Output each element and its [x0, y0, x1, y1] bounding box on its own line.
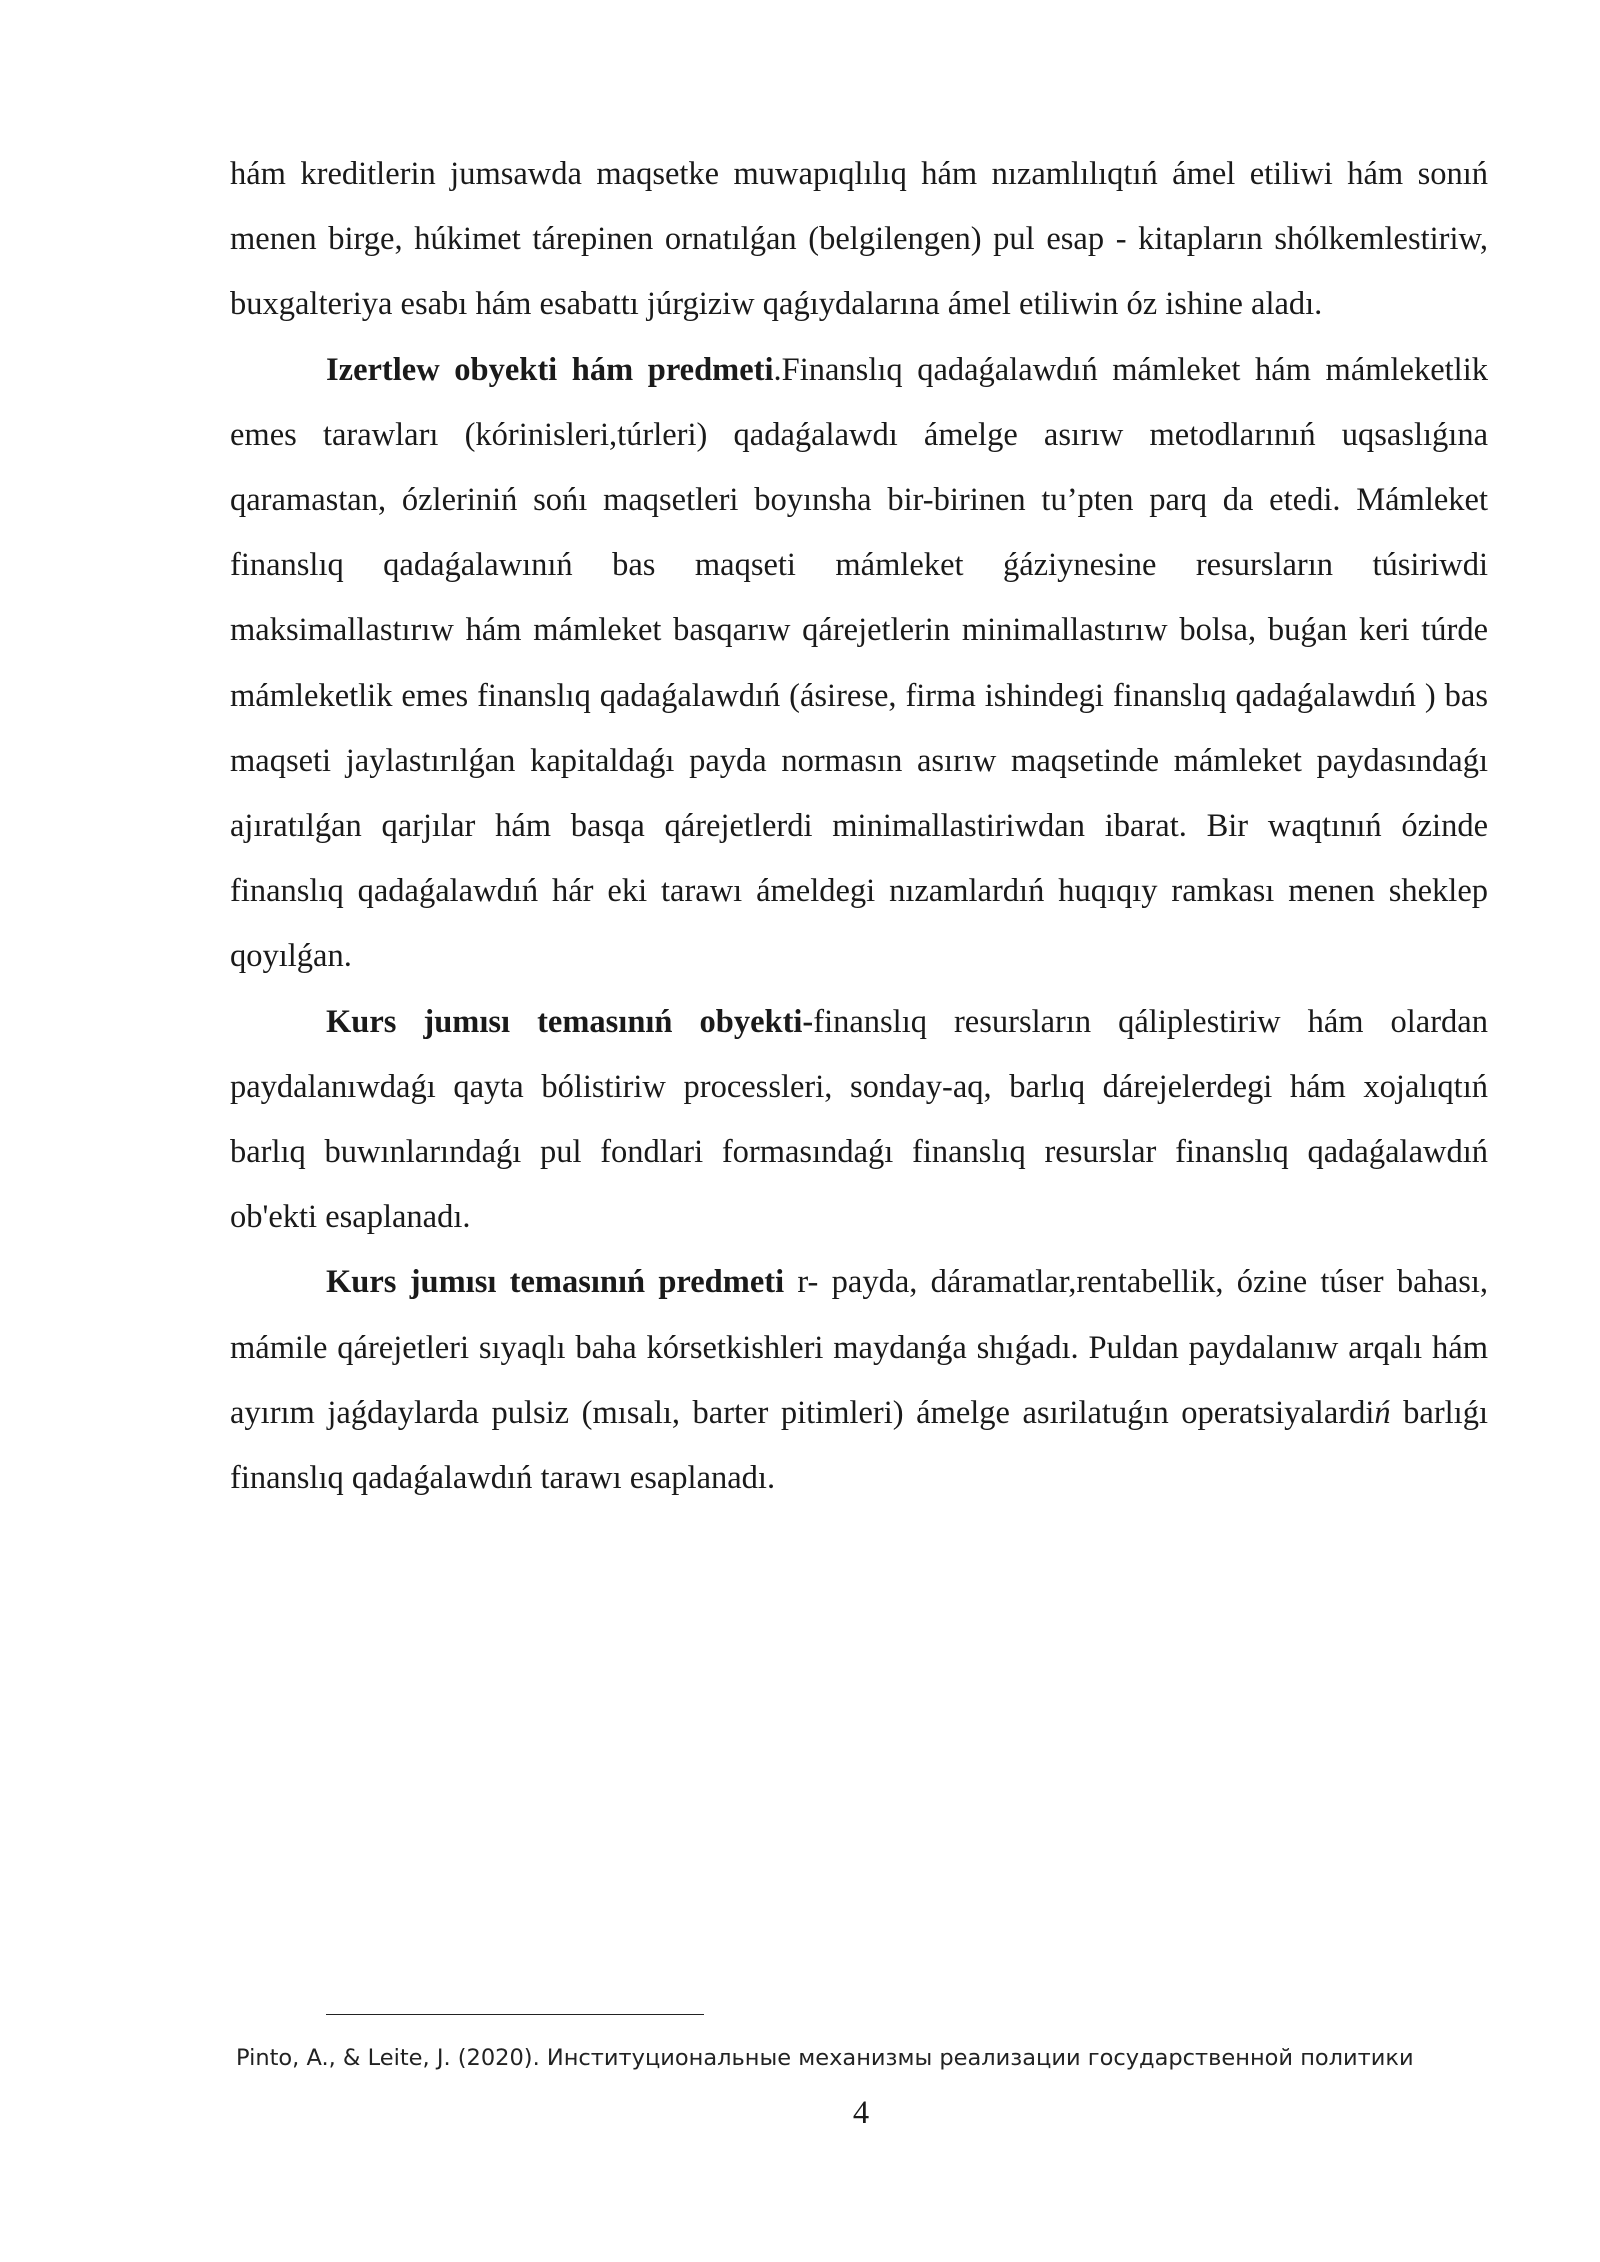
footnote-separator	[326, 2014, 704, 2015]
paragraph-course-subject-italic: ń	[1374, 1394, 1391, 1431]
heading-research-object: Izertlew obyekti hám predmeti	[326, 351, 774, 388]
paragraph-course-object-text: finanslıq resursların qáliplestiriw hám olardan paydalanıwdaǵı qayta bólistiriw processleri, sonday-aq, barlıq dárejelerdegi hám xojalıqtıń barlıq buwınlarındaǵı pul fondlari formasındaǵı finanslıq resurslar finanslıq qadaǵalawdıń ob'ekti esaplanadı.	[230, 1003, 1488, 1236]
paragraph-research-object	[230, 338, 1488, 990]
heading-course-subject: Kurs jumısı temasınıń predmeti	[326, 1264, 785, 1301]
paragraph-course-subject	[230, 1250, 1488, 1511]
paragraph-intro	[230, 142, 1488, 338]
paragraph-course-subject-text-2: barlıǵı finanslıq qadaǵalawdıń tarawı esaplanadı.	[230, 1394, 1488, 1497]
page-number: 4	[852, 2095, 870, 2131]
page-body	[230, 142, 1488, 1511]
heading-course-object: Kurs jumısı temasınıń obyekti-	[326, 1003, 814, 1040]
paragraph-course-object	[230, 990, 1488, 1251]
paragraph-research-object-text: .Finanslıq qadaǵalawdıń mámleket hám mámleketlik emes tarawları (kórinisleri,túrleri) qadaǵalawdı ámelge asırıw metodlarınıń uqsaslıǵına qaramastan, ózleriniń sońı maqsetleri boyınsha bir-birinen tu’pten parq da etedi. Mámleket finanslıq qadaǵalawınıń bas maqseti mámleket ǵáziynesine resursların túsiriwdi maksimallastırıw hám mámleket basqarıw qárejetlerin minimallastırıw bolsa, buǵan keri túrde mámleketlik emes finanslıq qadaǵalawdıń (ásirese, firma ishindegi finanslıq qadaǵalawdıń ) bas maqseti jaylastırılǵan kapitaldaǵı payda normasın asırıw maqsetinde mámleket paydasındaǵı ajıratılǵan qarjılar hám basqa qárejetlerdi minimallastiriwdan ibarat. Bir waqtınıń ózinde finanslıq qadaǵalawdıń hár eki tarawı ámeldegi nızamlardıń huqıqıy ramkası menen sheklep qoyılǵan.	[230, 351, 1488, 975]
paragraph-course-subject-text-1: r- payda, dáramatlar,rentabellik, ózine túser bahası, mámile qárejetleri sıyaqlı baha kórsetkishleri maydanǵa shıǵadı. Puldan paydalanıw arqalı hám ayırım jaǵdaylarda pulsiz (mısalı, barter pitimleri) ámelge asırilatuǵın operatsiyalardi	[230, 1264, 1489, 1431]
footnote: Pinto, A., & Leite, J. (2020). Институциональные механизмы реализации государственной политики	[236, 2045, 1414, 2071]
paragraph-intro-text: hám kreditlerin jumsawda maqsetke muwapıqlılıq hám nızamlılıqtıń ámel etiliwi hám sonıń menen birge, húkimet tárepinen ornatılǵan (belgilengen) pul esap - kitapların shólkemlestiriw, buxgalteriya esabı hám esabattı júrgiziw qaǵıydalarına ámel etiliwin óz ishine aladı.	[230, 156, 1488, 323]
